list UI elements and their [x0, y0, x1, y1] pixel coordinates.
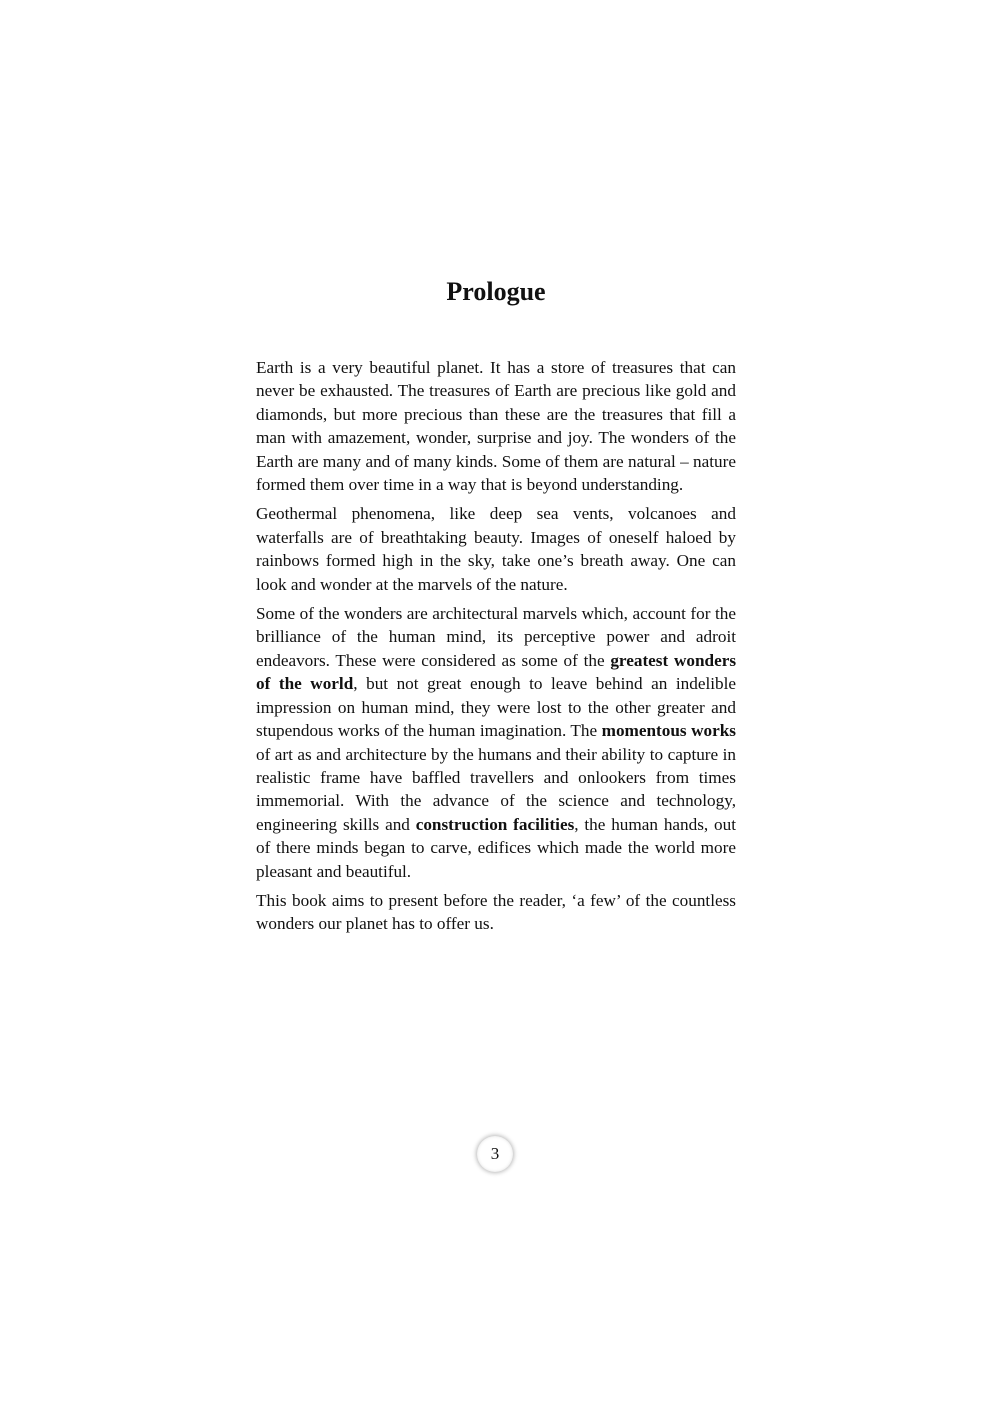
paragraph-2: Geothermal phenomena, like deep sea vents, volcanoes and waterfalls are of breathtaking beauty. Images of oneself haloed by rainbows formed high in the sky, take one’s breath away. One can look and wonder at the marvels of the nature.	[256, 504, 736, 594]
paragraph-1: Earth is a very beautiful planet. It has a store of treasures that can never be exhausted. The treasures of Earth are precious like gold and diamonds, but more precious than these are the treasures that fill a man with amazement, wonder, surprise and joy. The wonders of the Earth are many and of many kinds. Some of them are natural – nature formed them over time in a way that is beyond understanding.	[256, 358, 736, 495]
paragraph-4: This book aims to present before the reader, ‘a few’ of the countless wonders our planet has to offer us.	[256, 890, 736, 934]
bold-greatest-wonders: greatest wonders of the world	[256, 650, 737, 694]
prologue-body	[256, 356, 736, 942]
bold-momentous-works: momentous works	[601, 721, 736, 741]
paragraph-3-text-1: Some of the wonders are architectural marvels which, account for the brilliance of the human mind, its perceptive power and adroit endeavors. These were considered as some of the	[256, 604, 736, 670]
bold-construction-facilities: construction facilities	[415, 814, 575, 834]
paragraph-3	[256, 602, 736, 883]
page-number: 3	[477, 1136, 513, 1172]
page-title: Prologue	[446, 277, 546, 306]
paragraph-3-text-4: , the human hands, out of there minds began to carve, edifices which made the world more pleasant and beautiful.	[256, 814, 736, 881]
paragraph-3-text-2: , but not great enough to leave behind an indelible impression on human mind, they were lost to the other greater and stupendous works of the human imagination. The	[256, 674, 736, 741]
paragraph-3-text-3: of art as and architecture by the humans and their ability to capture in realistic frame have baffled travellers and onlookers from times immemorial. With the advance of the science and technology, engineering skills and	[256, 744, 736, 834]
